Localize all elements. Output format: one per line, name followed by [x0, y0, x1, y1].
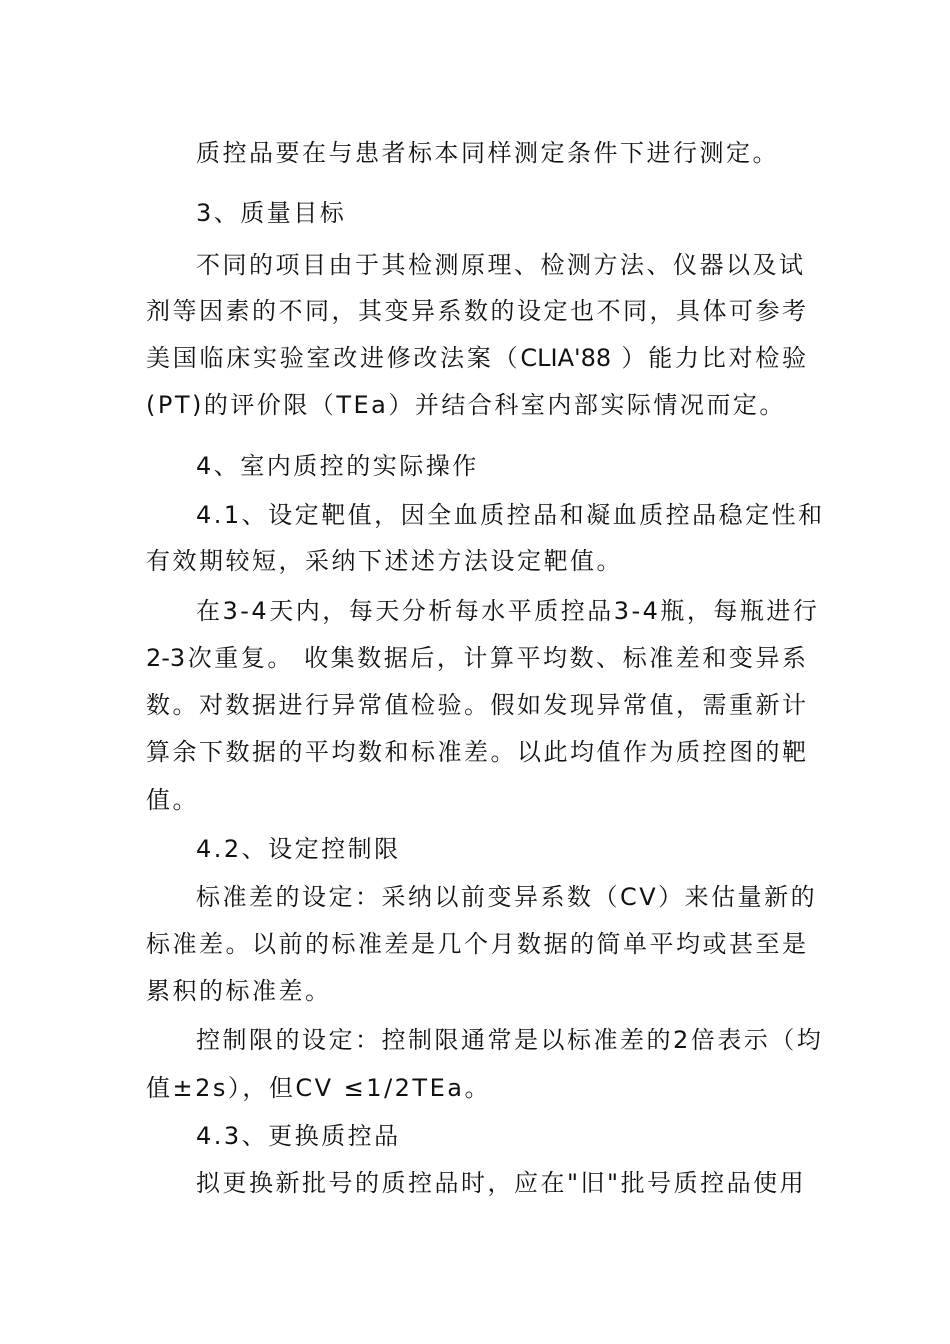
paragraph-line: 控制限的设定：控制限通常是以标准差的2倍表示（均: [196, 1026, 824, 1054]
section-heading: 4.2、设定控制限: [196, 835, 401, 863]
paragraph-line: 累积的标准差。: [146, 977, 332, 1005]
section-heading: 4.3、更换质控品: [196, 1122, 401, 1150]
section-heading: 3、质量目标: [196, 199, 347, 227]
paragraph-line: 剂等因素的不同，其变异系数的设定也不同，具体可参考: [146, 297, 806, 325]
paragraph-line: 4.1、设定靶值，因全血质控品和凝血质控品稳定性和: [196, 501, 825, 529]
paragraph-line: 美国临床实验室改进修改法案（CLIA'88 ）能力比对检验: [146, 344, 806, 372]
paragraph-line: 标准差的设定：采纳以前变异系数（CV）来估量新的: [196, 883, 818, 911]
paragraph-line: (PT)的评价限（TEa）并结合科室内部实际情况而定。: [146, 391, 786, 419]
paragraph-line: 标准差。以前的标准差是几个月数据的简单平均或甚至是: [146, 930, 806, 958]
paragraph-line: 不同的项目由于其检测原理、检测方法、仪器以及试: [196, 251, 806, 279]
paragraph-line: 算余下数据的平均数和标准差。以此均值作为质控图的靶: [146, 738, 806, 766]
paragraph-line: 2-3次重复。 收集数据后，计算平均数、标准差和变异系: [146, 644, 806, 672]
paragraph-line: 质控品要在与患者标本同样测定条件下进行测定。: [196, 139, 779, 167]
paragraph-line: 值。: [146, 786, 199, 814]
paragraph-line: 值±2s），但CV ≤1/2TEa。: [146, 1074, 491, 1102]
paragraph-line: 在3-4天内，每天分析每水平质控品3-4瓶，每瓶进行: [196, 597, 820, 625]
section-heading: 4、室内质控的实际操作: [196, 452, 479, 480]
paragraph-line: 数。对数据进行异常值检验。假如发现异常值，需重新计: [146, 691, 806, 719]
paragraph-line: 拟更换新批号的质控品时，应在"旧"批号质控品使用: [196, 1169, 807, 1197]
paragraph-line: 有效期较短，采纳下述述方法设定靶值。: [146, 547, 623, 575]
